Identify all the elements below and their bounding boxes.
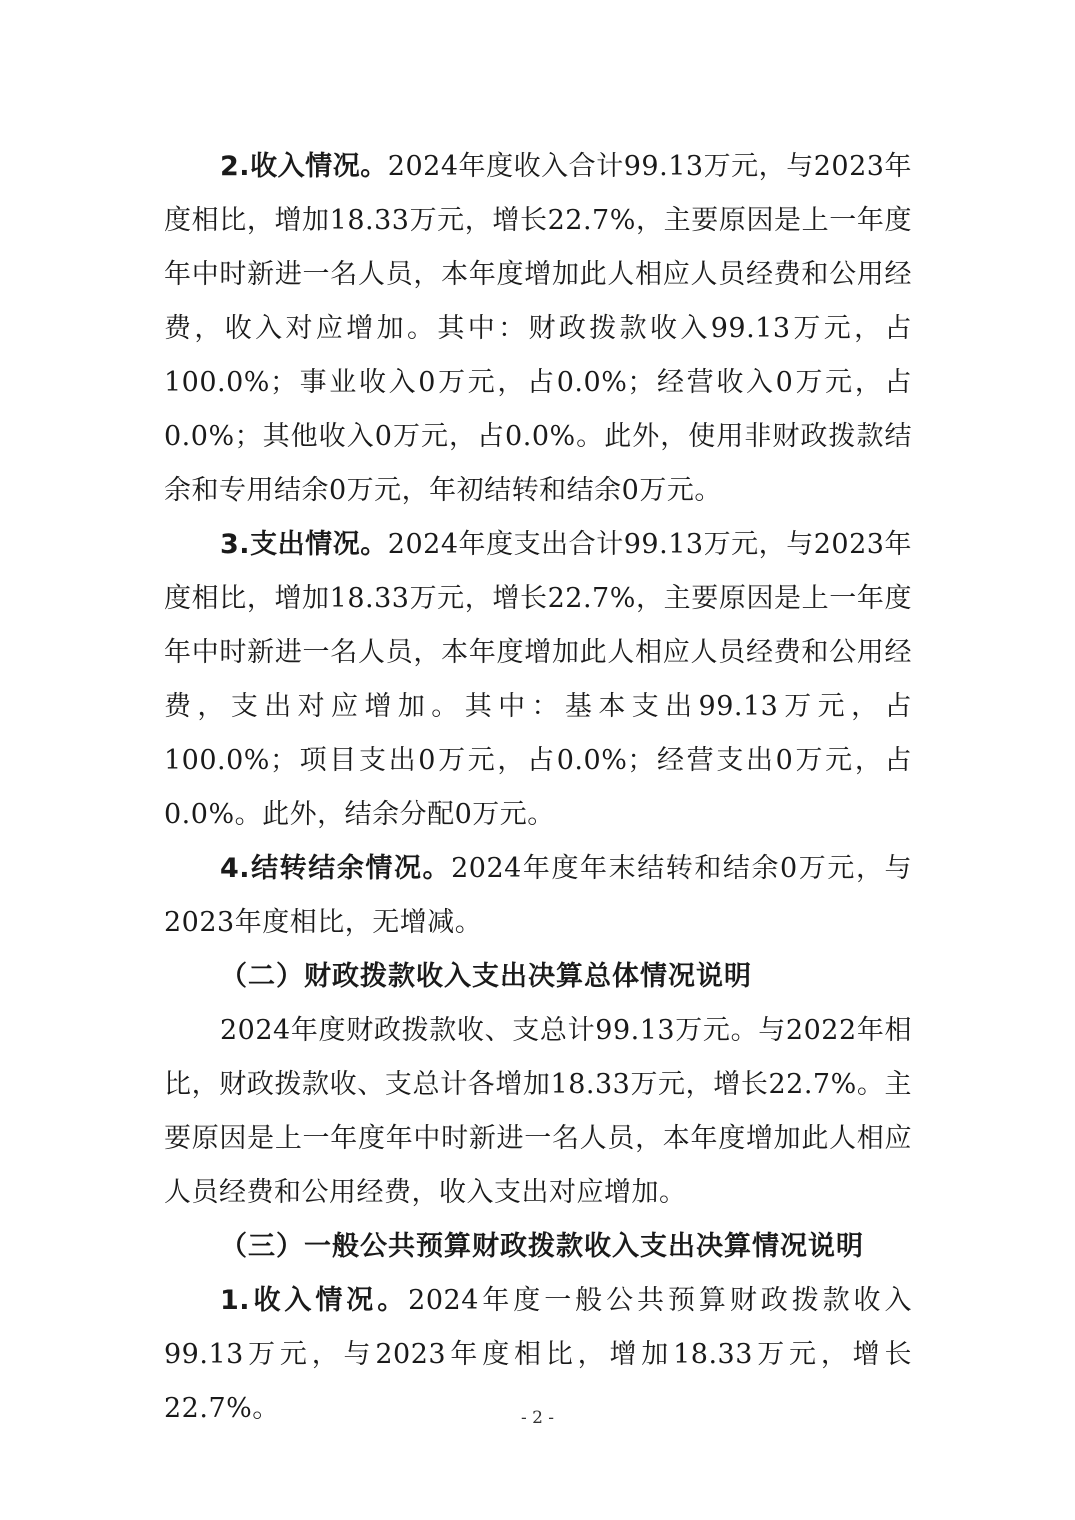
income-heading: 2.收入情况。 <box>220 151 388 182</box>
general-budget-income-text: 2024年度一般公共预算财政拨款收入99.13万元，与2023年度相比，增加18.33万元，增长22.7%。 <box>164 1285 912 1424</box>
page-number: - 2 - <box>520 1408 555 1428</box>
expenditure-text: 2024年度支出合计99.13万元，与2023年度相比，增加18.33万元，增长22.7%，主要原因是上一年度年中时新进一名人员，本年度增加此人相应人员经费和公用经费，支出对应增加。其中：基本支出99.13万元，占100.0%；项目支出0万元，占0.0%；经营支出0万元，占0.0%。此外，结余分配0万元。 <box>164 529 912 830</box>
fiscal-appropriation-paragraph: 2024年度财政拨款收、支总计99.13万元。与2022年相比，财政拨款收、支总计各增加18.33万元，增长22.7%。主要原因是上一年度年中时新进一名人员，本年度增加此人相应人员经费和公用经费，收入支出对应增加。 <box>164 1015 912 1208</box>
carryover-heading: 4.结转结余情况。 <box>220 853 452 884</box>
income-text: 2024年度收入合计99.13万元，与2023年度相比，增加18.33万元，增长22.7%，主要原因是上一年度年中时新进一名人员，本年度增加此人相应人员经费和公用经费，收入对应增加。其中：财政拨款收入99.13万元，占100.0%；事业收入0万元，占0.0%；经营收入0万元，占0.0%；其他收入0万元，占0.0%。此外，使用非财政拨款结余和专用结余0万元，年初结转和结余0万元。 <box>164 151 912 506</box>
section-heading-3: （三）一般公共预算财政拨款收入支出决算情况说明 <box>220 1231 864 1262</box>
carryover-text: 2024年度年末结转和结余0万元，与2023年度相比，无增减。 <box>164 853 913 938</box>
section-heading-2: （二）财政拨款收入支出决算总体情况说明 <box>220 961 752 992</box>
expenditure-paragraph <box>164 518 912 842</box>
income-paragraph <box>164 140 912 518</box>
document-page <box>164 140 912 1436</box>
general-budget-income-heading: 1.收入情况。 <box>220 1285 409 1316</box>
expenditure-heading: 3.支出情况。 <box>220 529 388 560</box>
carryover-paragraph <box>164 842 912 950</box>
